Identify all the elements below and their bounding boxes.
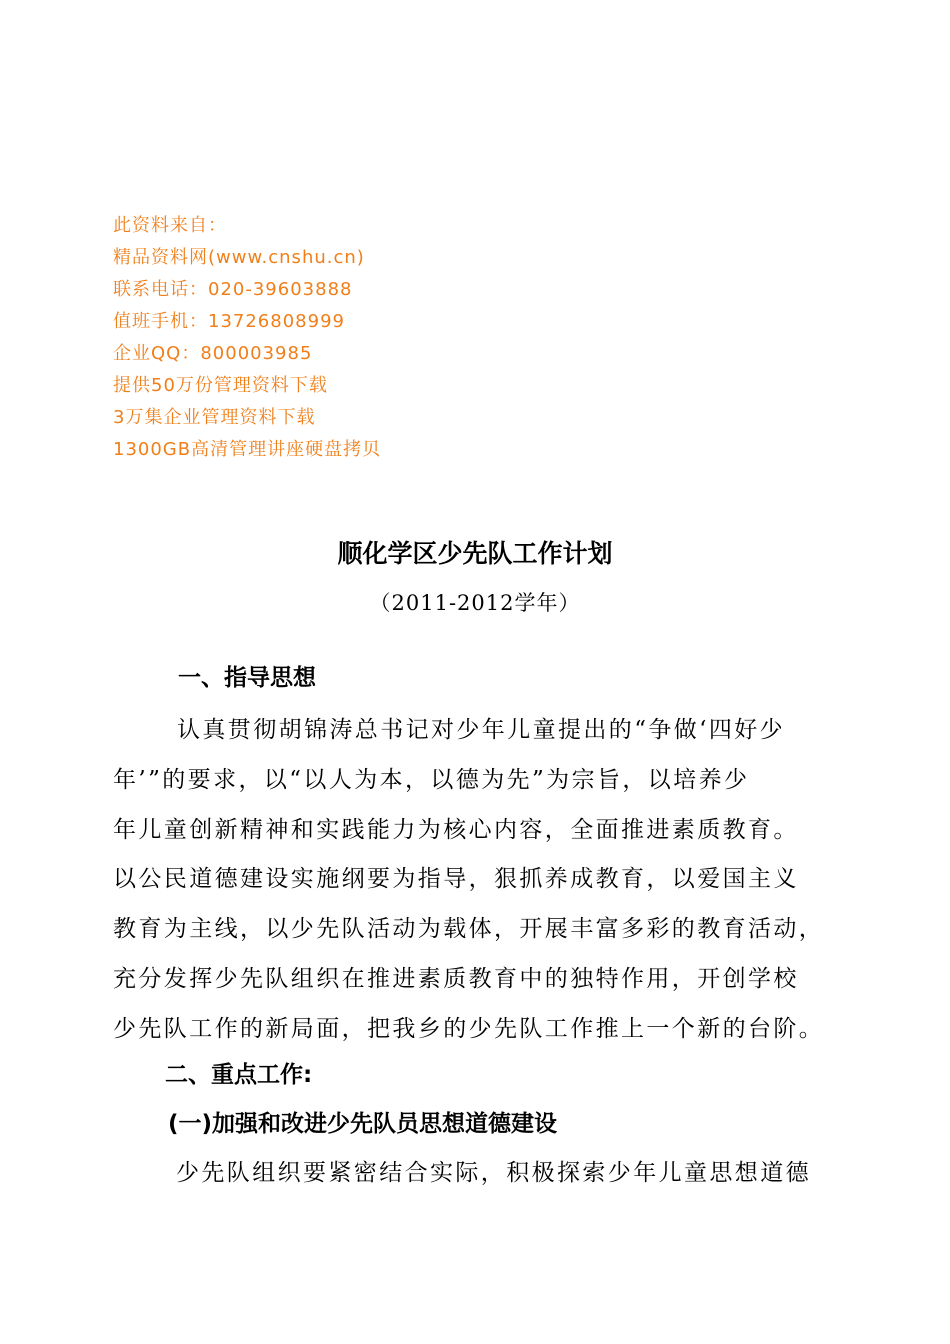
source-line-offer-3: 1300GB高清管理讲座硬盘拷贝: [113, 439, 382, 460]
paragraph-line: 年儿童创新精神和实践能力为核心内容，全面推进素质教育。: [113, 816, 799, 843]
paragraph-line: 少先队工作的新局面，把我乡的少先队工作推上一个新的台阶。: [113, 1015, 825, 1042]
paragraph-line: 教育为主线，以少先队活动为载体，开展丰富多彩的教育活动，: [113, 916, 825, 943]
source-line-qq: 企业QQ：800003985: [113, 343, 313, 364]
paragraph-line: 认真贯彻胡锦涛总书记对少年儿童提出的“争做‘四好少: [177, 717, 786, 743]
section-2-1-paragraph-line: 少先队组织要紧密结合实际，积极探索少年儿童思想道德: [176, 1160, 811, 1186]
paragraph-line: 充分发挥少先队组织在推进素质教育中的独特作用，开创学校: [113, 965, 799, 992]
source-line-website: 精品资料网(www.cnshu.cn): [113, 247, 365, 268]
source-info-block: [113, 210, 713, 466]
section-2-heading: 二、重点工作:: [165, 1062, 313, 1088]
document-title: 顺化学区少先队工作计划: [337, 539, 613, 568]
source-line-phone: 联系电话：020-39603888: [113, 279, 353, 300]
section-1-paragraph: [113, 706, 843, 1055]
document-subtitle: （2011-2012学年）: [369, 591, 581, 615]
source-line-mobile: 值班手机：13726808999: [113, 311, 345, 332]
source-line-offer-2: 3万集企业管理资料下载: [113, 407, 316, 428]
source-line-offer-1: 提供50万份管理资料下载: [113, 375, 328, 396]
paragraph-line: 以公民道德建设实施纲要为指导，狠抓养成教育，以爱国主义: [113, 866, 799, 893]
section-2-subheading-1: (一)加强和改进少先队员思想道德建设: [168, 1111, 558, 1137]
paragraph-line: 年’”的要求，以“以人为本，以德为先”为宗旨，以培养少: [113, 766, 750, 793]
source-line-header: 此资料来自：: [113, 215, 227, 236]
section-1-heading: 一、指导思想: [178, 665, 316, 691]
